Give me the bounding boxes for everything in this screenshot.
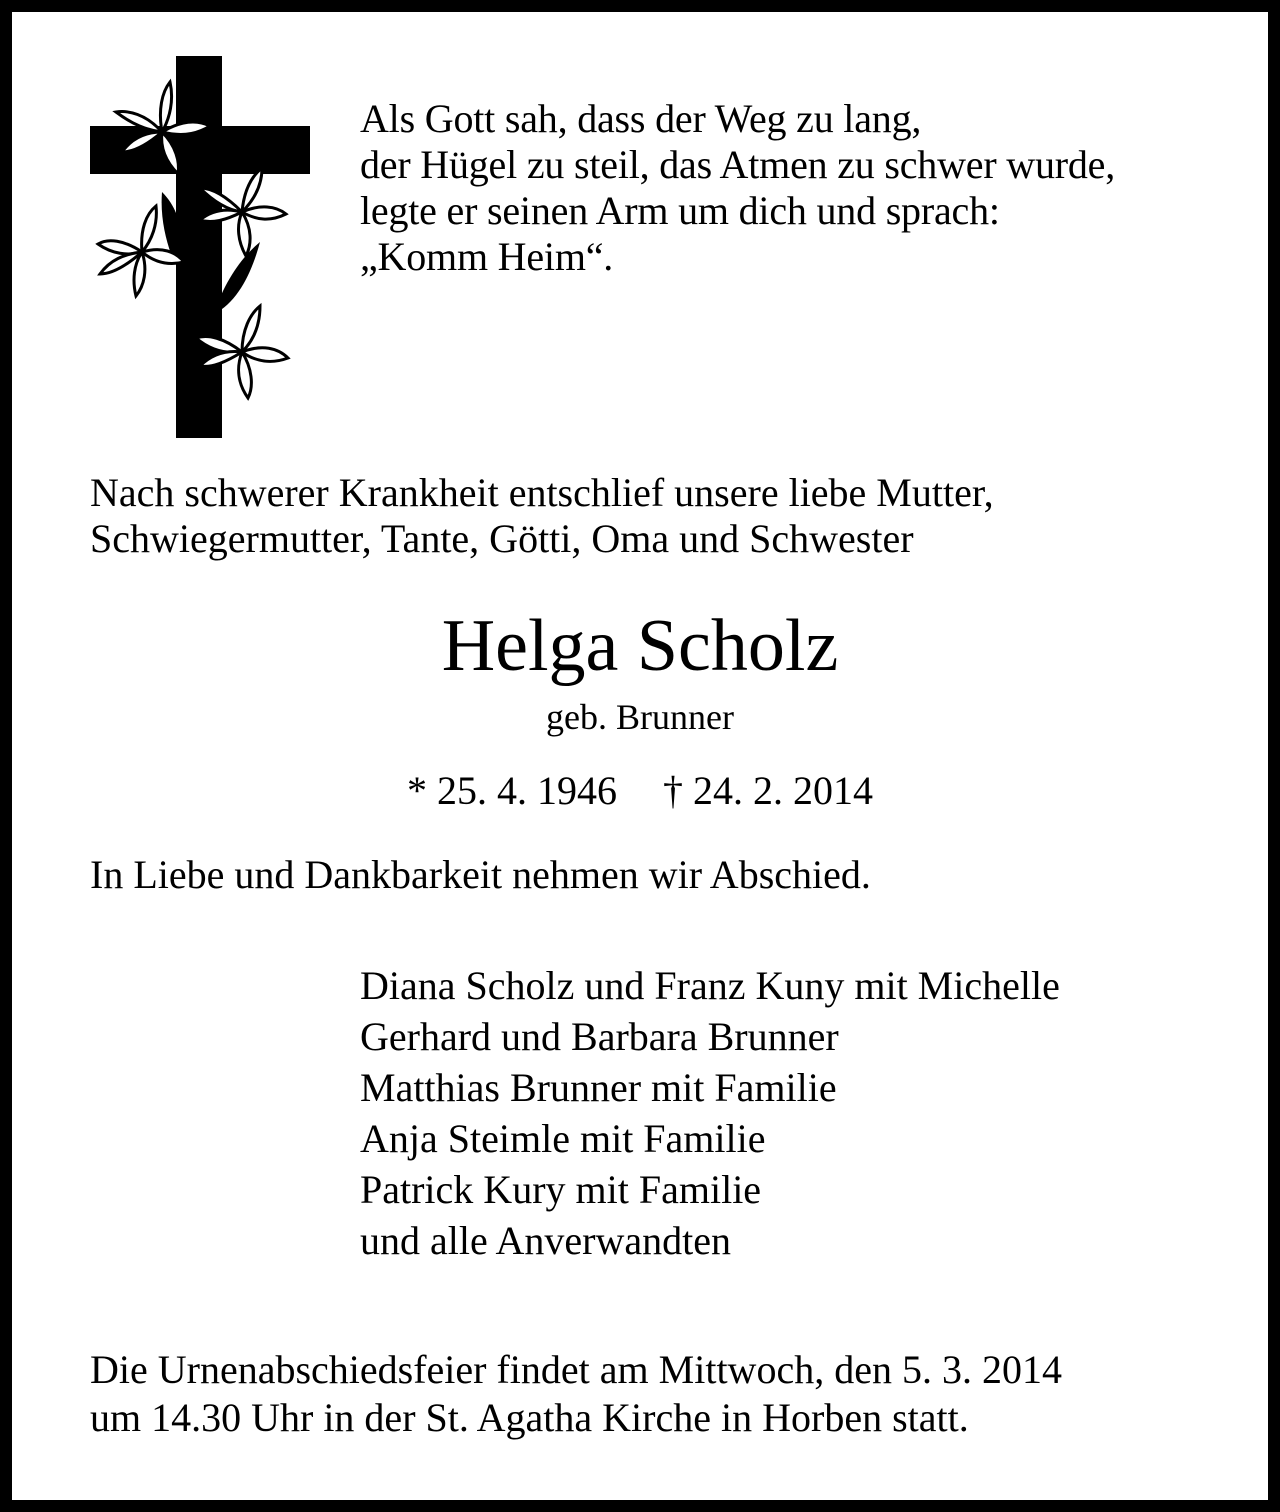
deceased-name: Helga Scholz — [441, 605, 839, 687]
intro-line: Nach schwerer Krankheit entschlief unsere liebe Mutter, — [90, 470, 994, 515]
death-date: † 24. 2. 2014 — [663, 768, 873, 813]
mourner-entry: und alle Anverwandten — [360, 1218, 731, 1263]
mourner-entry: Gerhard und Barbara Brunner — [360, 1014, 839, 1059]
intro-text — [90, 470, 994, 562]
cross-with-lilies-icon — [82, 52, 322, 442]
life-dates — [12, 768, 1268, 814]
ceremony-info — [90, 1346, 1062, 1442]
poem-line: „Komm Heim“. — [360, 234, 614, 279]
poem-line: Als Gott sah, dass der Weg zu lang, — [360, 96, 922, 141]
poem-line: legte er seinen Arm um dich und sprach: — [360, 188, 1000, 233]
ceremony-line: Die Urnenabschiedsfeier findet am Mittwoch, den 5. 3. 2014 — [90, 1347, 1062, 1392]
poem — [360, 96, 1115, 280]
intro-line: Schwiegermutter, Tante, Götti, Oma und Schwester — [90, 516, 914, 561]
mourner-entry: Diana Scholz und Franz Kuny mit Michelle — [360, 963, 1060, 1008]
mourner-entry: Patrick Kury mit Familie — [360, 1167, 762, 1212]
mourners-list — [360, 960, 1060, 1266]
mourner-entry: Matthias Brunner mit Familie — [360, 1065, 837, 1110]
farewell-text: In Liebe und Dankbarkeit nehmen wir Abschied. — [90, 852, 871, 897]
poem-line: der Hügel zu steil, das Atmen zu schwer wurde, — [360, 142, 1116, 187]
mourner-entry: Anja Steimle mit Familie — [360, 1116, 766, 1161]
ceremony-line: um 14.30 Uhr in der St. Agatha Kirche in Horben statt. — [90, 1395, 969, 1440]
birth-name: geb. Brunner — [546, 697, 734, 737]
birth-date: * 25. 4. 1946 — [407, 768, 617, 813]
